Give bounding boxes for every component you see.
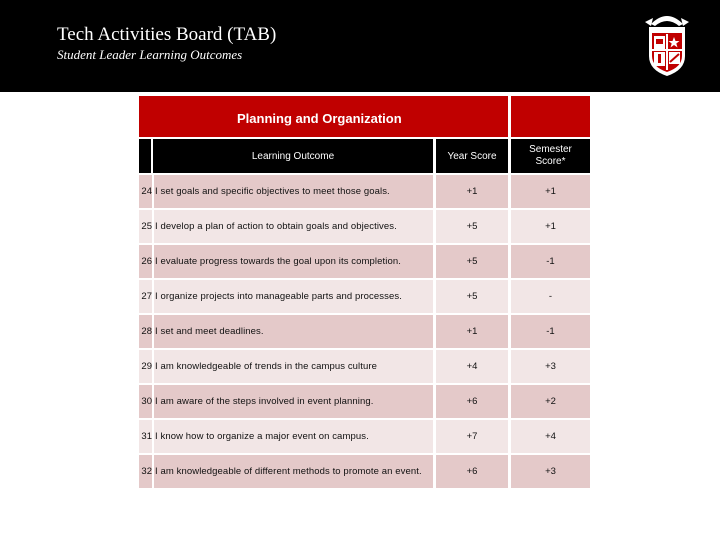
year-score: +7 bbox=[466, 431, 478, 442]
column-header-semester-score bbox=[511, 139, 590, 173]
row-separator bbox=[152, 455, 154, 488]
row-separator bbox=[152, 175, 154, 208]
table-row bbox=[139, 210, 590, 243]
year-score: +5 bbox=[466, 256, 478, 267]
year-score: +6 bbox=[466, 396, 478, 407]
year-score: +4 bbox=[466, 361, 478, 372]
year-score: +5 bbox=[466, 221, 478, 232]
slide-title: Tech Activities Board (TAB) bbox=[57, 24, 277, 45]
year-score: +5 bbox=[466, 291, 478, 302]
table-row bbox=[139, 385, 590, 418]
outcome-text: I am knowledgeable of trends in the campus culture bbox=[155, 361, 378, 372]
year-score: +1 bbox=[466, 186, 478, 197]
outcome-text: I am knowledgeable of different methods to promote an event. bbox=[155, 466, 422, 477]
slide-subtitle: Student Leader Learning Outcomes bbox=[57, 47, 243, 62]
semester-score: +3 bbox=[545, 361, 556, 372]
outcome-number: 26 bbox=[141, 256, 152, 267]
outcome-number: 32 bbox=[141, 466, 152, 477]
outcome-text: I set and meet deadlines. bbox=[155, 326, 264, 337]
university-seal-logo bbox=[641, 10, 693, 78]
outcome-text: I develop a plan of action to obtain goals and objectives. bbox=[155, 221, 397, 232]
row-separator bbox=[152, 350, 154, 383]
semester-score: +1 bbox=[545, 221, 556, 232]
semester-header-text: Semester Score* bbox=[529, 144, 572, 167]
row-separator bbox=[152, 315, 154, 348]
outcome-text: I evaluate progress towards the goal upon its completion. bbox=[155, 256, 401, 267]
row-separator bbox=[152, 210, 154, 243]
semester-score: -1 bbox=[546, 326, 555, 337]
section-title-bar-right bbox=[511, 96, 590, 137]
table-row bbox=[139, 455, 590, 488]
slide-header bbox=[0, 0, 720, 92]
outcome-number: 31 bbox=[141, 431, 152, 442]
table-row bbox=[139, 245, 590, 278]
table-header-stub bbox=[139, 139, 151, 173]
outcome-number: 25 bbox=[141, 221, 152, 232]
outcome-text: I am aware of the steps involved in event planning. bbox=[155, 396, 374, 407]
table-row bbox=[139, 175, 590, 208]
outcome-text: I organize projects into manageable parts and processes. bbox=[155, 291, 402, 302]
semester-score: +4 bbox=[545, 431, 556, 442]
table-row bbox=[139, 420, 590, 453]
year-score: +6 bbox=[466, 466, 478, 477]
semester-score: -1 bbox=[546, 256, 555, 267]
outcome-number: 29 bbox=[141, 361, 152, 372]
row-separator bbox=[152, 420, 154, 453]
semester-score: +2 bbox=[545, 396, 556, 407]
year-score: +1 bbox=[466, 326, 478, 337]
table-row bbox=[139, 350, 590, 383]
table-row bbox=[139, 315, 590, 348]
column-header-learning-outcome: Learning Outcome bbox=[153, 139, 433, 173]
row-separator bbox=[152, 385, 154, 418]
outcome-text: I set goals and specific objectives to meet those goals. bbox=[155, 186, 390, 197]
outcome-text: I know how to organize a major event on campus. bbox=[155, 431, 369, 442]
semester-score: +1 bbox=[545, 186, 556, 197]
outcome-number: 24 bbox=[141, 186, 152, 197]
outcome-number: 30 bbox=[141, 396, 152, 407]
column-header-year-score: Year Score bbox=[436, 139, 508, 173]
row-separator bbox=[152, 280, 154, 313]
semester-score: - bbox=[548, 291, 553, 302]
outcome-number: 27 bbox=[141, 291, 152, 302]
semester-score: +3 bbox=[545, 466, 556, 477]
outcome-number: 28 bbox=[141, 326, 152, 337]
section-title: Planning and Organization bbox=[237, 111, 402, 126]
row-separator bbox=[152, 245, 154, 278]
table-row bbox=[139, 280, 590, 313]
